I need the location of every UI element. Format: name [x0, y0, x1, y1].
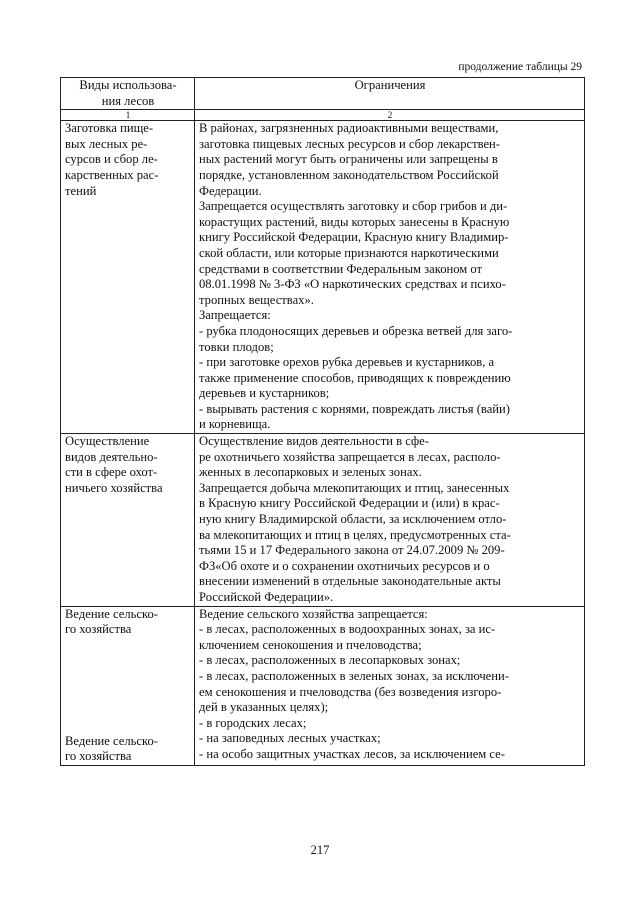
restriction-line: товки плодов;: [199, 339, 274, 354]
usage-type-line: тений: [65, 183, 97, 198]
restriction-line: В районах, загрязненных радиоактивными веществами,: [199, 121, 499, 136]
restriction-line: тропных веществах».: [199, 292, 314, 307]
restriction-line: - при заготовке орехов рубка деревьев и кустарников, а: [199, 355, 495, 370]
restriction-line: деревьев и кустарников;: [199, 386, 330, 401]
restriction-line: 08.01.1998 № 3-ФЗ «О наркотических средствах и психо-: [199, 277, 506, 292]
restriction-line: Запрещается добыча млекопитающих и птиц, занесенных: [199, 480, 510, 495]
header-col1-line: Виды использова-: [79, 78, 177, 92]
restriction-line: - в лесах, расположенных в водоохранных зонах, за ис-: [199, 622, 496, 637]
continuation-label: продолжение таблицы 29: [458, 61, 582, 73]
restriction-cell: [195, 606, 585, 765]
usage-type-line: вых лесных ре-: [65, 136, 148, 151]
restriction-line: заготовка пищевых лесных ресурсов и сбор лекарствен-: [199, 136, 500, 151]
usage-type-cell: [61, 434, 195, 607]
usage-type-line: Ведение сельско-: [65, 733, 158, 748]
usage-type-line: го хозяйства: [65, 622, 132, 637]
header-restrictions: Ограничения: [195, 78, 585, 110]
table-row: [61, 434, 585, 607]
usage-type-line: видов деятельно-: [65, 449, 158, 464]
column-number-2: 2: [195, 110, 585, 121]
usage-type-line: карственных рас-: [65, 167, 159, 182]
restriction-line: ва млекопитающих и птиц в целях, предусмотренных ста-: [199, 527, 511, 542]
usage-type-line: сурсов и сбор ле-: [65, 152, 158, 167]
usage-type-line: го хозяйства: [65, 749, 132, 764]
usage-type-line: Осуществление: [65, 434, 150, 449]
spacer: [65, 638, 191, 654]
restriction-line: - в городских лесах;: [199, 715, 307, 730]
restriction-line: Запрещается осуществлять заготовку и сбор грибов и ди-: [199, 199, 508, 214]
spacer: [65, 702, 191, 718]
restriction-line: ской области, или которые признаются наркотическими: [199, 245, 499, 260]
usage-type-line: сти в сфере охот-: [65, 465, 158, 480]
spacer: [65, 686, 191, 702]
restriction-line: также применение способов, приводящих к повреждению: [199, 370, 511, 385]
restriction-line: книгу Российской Федерации, Красную книгу Владимир-: [199, 230, 509, 245]
restriction-line: - на заповедных лесных участках;: [199, 731, 381, 746]
restriction-line: внесении изменений в отдельные законодательные акты: [199, 574, 501, 589]
page-number: 217: [310, 843, 330, 857]
restriction-line: ключением сенокошения и пчеловодства;: [199, 637, 422, 652]
restrictions-table: [60, 77, 585, 766]
restriction-line: и корневища.: [199, 417, 271, 432]
usage-type-line: Ведение сельско-: [65, 606, 158, 621]
restriction-line: - рубка плодоносящих деревьев и обрезка ветвей для заго-: [199, 323, 513, 338]
restriction-line: Осуществление видов деятельности в сфе-: [199, 434, 429, 449]
table-row: [61, 121, 585, 434]
restriction-line: - в лесах, расположенных в лесопарковых зонах;: [199, 653, 461, 668]
restriction-cell: [195, 121, 585, 434]
restriction-line: Российской Федерации».: [199, 590, 334, 604]
header-row: [61, 78, 585, 110]
restriction-line: дей в указанных целях);: [199, 700, 329, 715]
restriction-line: - в лесах, расположенных в зеленых зонах, за исключени-: [199, 668, 509, 683]
header-usage-types: [61, 78, 195, 110]
restriction-line: средствами в соответствии Федеральным законом от: [199, 261, 483, 276]
usage-type-line: ничьего хозяйства: [65, 480, 163, 495]
spacer: [65, 670, 191, 686]
spacer: [65, 654, 191, 670]
restriction-line: порядке, установленном законодательством Российской: [199, 167, 499, 182]
restriction-line: в Красную книгу Российской Федерации и (или) в крас-: [199, 496, 500, 511]
restriction-line: ных растений могут быть ограничены или запрещены в: [199, 152, 498, 167]
usage-type-line: Заготовка пище-: [65, 121, 154, 136]
restriction-line: Федерации.: [199, 183, 262, 198]
restriction-line: ФЗ«Об охоте и о сохранении охотничьих ресурсов и о: [199, 558, 490, 573]
restriction-line: Запрещается:: [199, 308, 271, 323]
column-number-1: 1: [61, 110, 195, 121]
restriction-line: ную книгу Владимирской области, за исключением отло-: [199, 512, 507, 527]
table-row: [61, 606, 585, 765]
spacer: [65, 718, 191, 734]
restriction-cell: [195, 434, 585, 607]
restriction-line: корастущих растений, виды которых занесены в Красную: [199, 214, 510, 229]
restriction-line: женных в лесопарковых и зеленых зонах.: [199, 465, 422, 480]
restriction-line: ем сенокошения и пчеловодства (без возведения изгоро-: [199, 684, 502, 699]
restriction-line: - на особо защитных участках лесов, за исключением се-: [199, 746, 505, 761]
header-col1-line: ния лесов: [101, 93, 155, 108]
restriction-line: Ведение сельского хозяйства запрещается:: [199, 606, 428, 621]
column-number-row: [61, 110, 585, 121]
restriction-line: ре охотничьего хозяйства запрещается в лесах, располо-: [199, 449, 501, 464]
usage-type-cell: [61, 606, 195, 765]
usage-type-cell: [61, 121, 195, 434]
restriction-line: - вырывать растения с корнями, повреждать листья (вайи): [199, 401, 510, 416]
restriction-line: тьями 15 и 17 Федерального закона от 24.07.2009 № 209-: [199, 543, 505, 558]
